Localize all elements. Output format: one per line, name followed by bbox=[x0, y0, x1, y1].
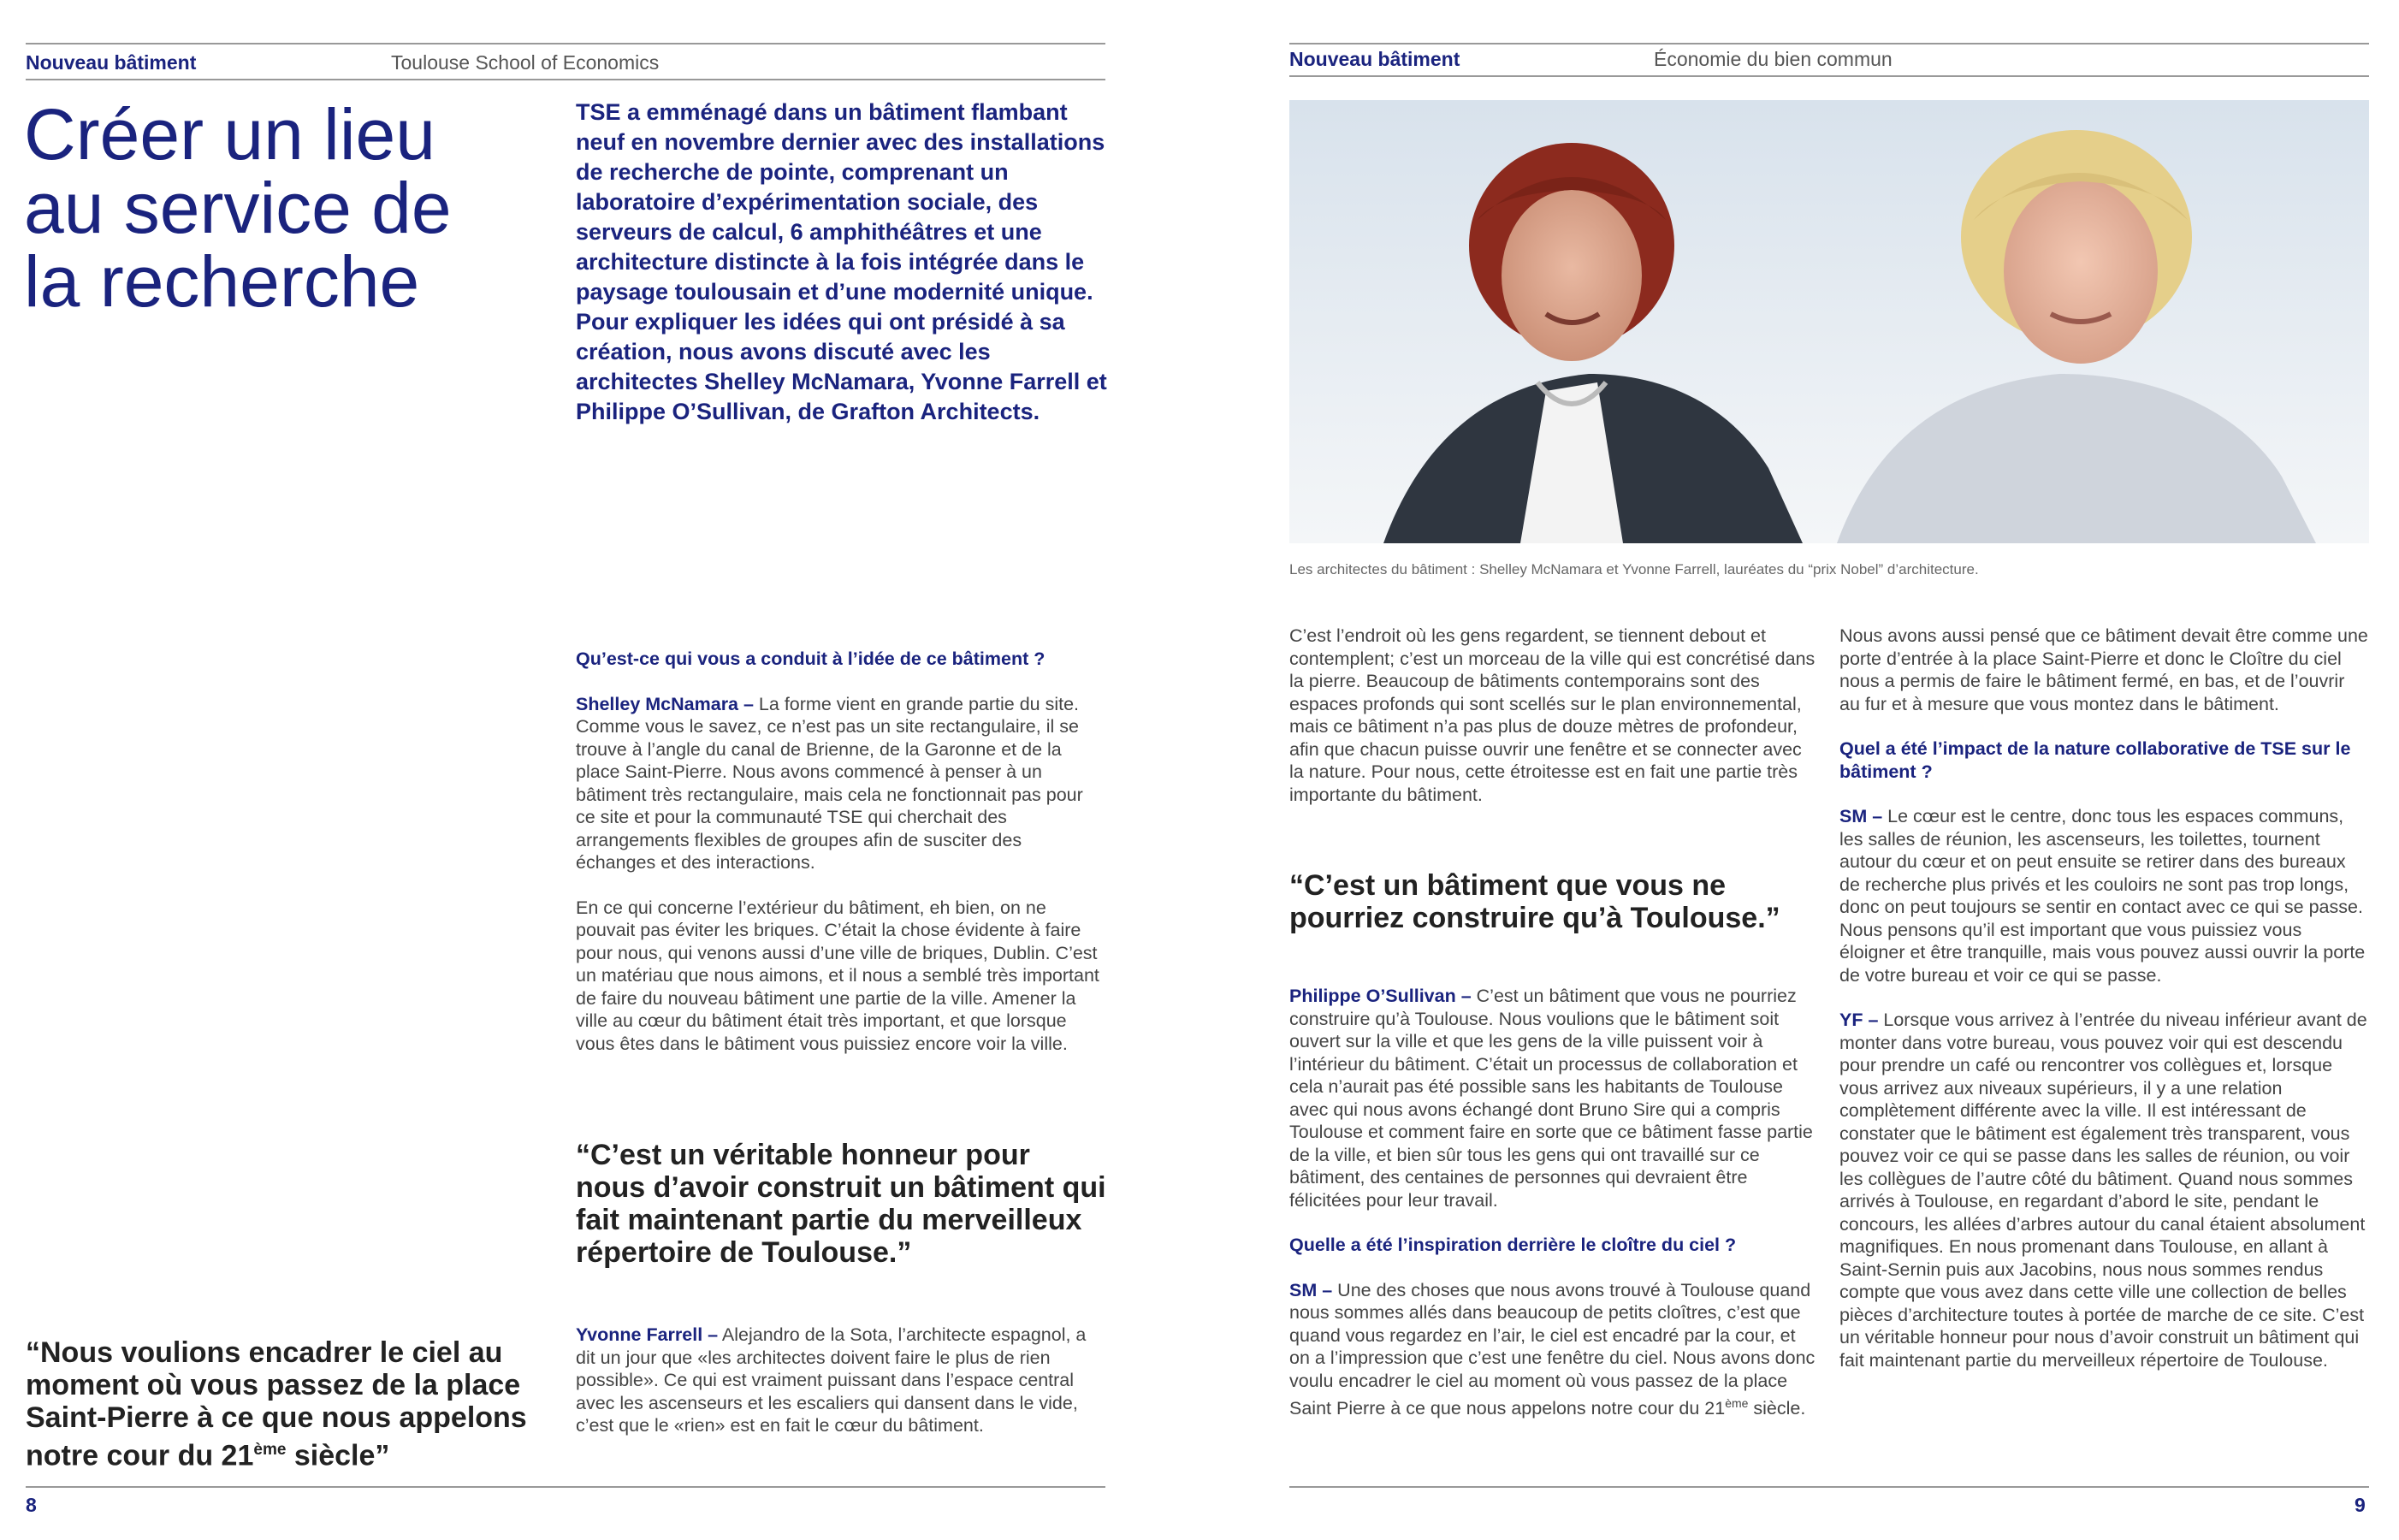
speaker-philippe: Philippe O’Sullivan – bbox=[1289, 986, 1472, 1006]
page-title bbox=[24, 94, 572, 322]
left-header-section: Nouveau bâtiment bbox=[26, 51, 197, 74]
left-header-publication: Toulouse School of Economics bbox=[391, 51, 660, 74]
photo-caption: Les architectes du bâtiment : Shelley McNamara et Yvonne Farrell, lauréates du “prix Nobel” d’architecture. bbox=[1289, 561, 1979, 578]
question-2: Quelle a été l’inspiration derrière le cloître du ciel ? bbox=[1289, 1235, 1737, 1255]
page-number-right: 9 bbox=[2355, 1494, 2366, 1516]
side-quote-sup: ème bbox=[253, 1441, 287, 1459]
right-column-2 bbox=[1839, 625, 2370, 1394]
architects-photo bbox=[1289, 100, 2369, 543]
speaker-yvonne: Yvonne Farrell – bbox=[576, 1324, 719, 1345]
answer-4-end: siècle. bbox=[1748, 1398, 1806, 1419]
pull-quote-left: “C’est un véritable honneur pour nous d’avoir construit un bâtiment qui fait maintenant partie du merveilleux répertoire de Toulouse.” bbox=[576, 1139, 1106, 1269]
left-header-rule-bottom bbox=[26, 79, 1105, 80]
title-line-2: au service de bbox=[24, 168, 452, 248]
question-1: Qu’est-ce qui vous a conduit à l’idée de ce bâtiment ? bbox=[576, 649, 1045, 669]
left-interview-column bbox=[576, 648, 1106, 1077]
answer-4-text: Une des choses que nous avons trouvé à Toulouse quand nous sommes allés dans beaucoup de petits cloîtres, c’est que quand vous regardez en l’air, le ciel est encadré par la cour, et on a l’impression que c’est une fenêtre du ciel. Nous avons donc voulu encadrer le ciel au moment où vous passez de la place Saint Pierre à ce que nous appelons notre cour du 21 bbox=[1289, 1279, 1816, 1419]
answer-1-text: La forme vient en grande partie du site. Comme vous le savez, ce n’est pas un site rectangulaire, il se trouve à l’angle du canal de Brienne, de la Garonne et de la place Saint-Pierre. Nous avons commencé à penser à un bâtiment très rectangulaire, mais cela ne fonctionnait pas pour ce site et pour la communauté TSE qui cherchait des arrangements flexibles de groupes afin de susciter des échanges et des interactions. bbox=[576, 693, 1083, 873]
side-quote-end: siècle” bbox=[286, 1439, 390, 1472]
answer-1 bbox=[576, 693, 1106, 874]
right-column-1-intro: C’est l’endroit où les gens regardent, se tiennent debout et contemplent; c’est un morceau de la ville qui est concrétisé dans la pierre. Beaucoup de bâtiments contemporains sont des espaces profonds qui sont scellés sur le plan environnemental, mais ce bâtiment n’a pas plus de douze mètres de profondeur, afin que chacun puisse ouvrir une fenêtre et se connecter avec la nature. Pour nous, cette étroitesse est en fait une partie très importante du bâtiment. bbox=[1289, 625, 1816, 805]
right-header-publication: Économie du bien commun bbox=[1654, 48, 1893, 70]
answer-6 bbox=[1839, 1009, 2370, 1371]
page-number-left: 8 bbox=[26, 1494, 37, 1516]
answer-2 bbox=[576, 1324, 1106, 1437]
right-header-section: Nouveau bâtiment bbox=[1289, 48, 1460, 70]
answer-4-sup: ème bbox=[1725, 1396, 1749, 1410]
title-line-3: la recherche bbox=[24, 241, 420, 322]
right-footer-rule bbox=[1289, 1486, 2369, 1488]
right-header-rule-top bbox=[1289, 43, 2369, 44]
architects-photo-image bbox=[1289, 100, 2369, 543]
speaker-yf: YF – bbox=[1839, 1010, 1879, 1030]
title-line-1: Créer un lieu bbox=[24, 94, 435, 175]
answer-5-text: Le cœur est le centre, donc tous les espaces communs, les salles de réunion, les ascenseurs, les toilettes, tournent autour du cœur et on peut ensuite se retirer dans des bureaux de recherche plus privés et les couloirs ne sont pas trop longs, donc on peut toujours se sentir en contact avec ce qui se passe. Nous pensons qu’il est important que vous puissiez vous éloigner et être tranquille, mais vous pouvez aussi ouvrir la porte de votre bureau et voir ce qui se passe. bbox=[1839, 806, 2366, 986]
right-column-1-interview bbox=[1289, 985, 1816, 1442]
left-header-rule-top bbox=[26, 43, 1105, 44]
speaker-sm-2: SM – bbox=[1839, 806, 1883, 826]
pull-quote-right: “C’est un bâtiment que vous ne pourriez construire qu’à Toulouse.” bbox=[1289, 869, 1780, 934]
col2-intro: Nous avons aussi pensé que ce bâtiment devait être comme une porte d’entrée à la place Saint-Pierre et donc le Cloître du ciel nous a permis de faire le bâtiment fermé, en bas, et de l’ouvrir au fur et à mesure que vous montez dans le bâtiment. bbox=[1839, 625, 2368, 714]
answer-6-text: Lorsque vous arrivez à l’entrée du niveau inférieur avant de monter dans votre bureau, vous pouvez voir qui est descendu pour prendre un café ou rencontrer vos collègues et, lorsque vous arrivez aux niveaux supérieurs, il y a une relation complètement différente avec la ville. Il est intéressant de constater que le bâtiment est également très transparent, vous pouvez voir ce qui se passe dans les salles de réunion, ou voir les collègues de l’autre côté du bâtiment. Quand nous sommes arrivés à Toulouse, en regardant d’abord le site, pendant le concours, les allées d’arbres autour du canal étaient absolument magnifiques. En nous promenant dans Toulouse, en allant à Saint-Sernin puis aux Jacobins, nous nous sommes rendus compte que vous avez dans cette ville une collection de belles pièces d’architecture toutes à portée de marche de ce site. C’est un véritable honneur pour nous d’avoir construit un bâtiment qui fait maintenant partie du merveilleux répertoire de Toulouse. bbox=[1839, 1010, 2367, 1371]
answer-1b: En ce qui concerne l’extérieur du bâtiment, eh bien, on ne pouvait pas éviter les briques. C’était la chose évidente à faire pour nous, qui venons aussi d’une ville de briques, Dublin. C’est un matériau que nous aimons, et il nous a semblé très important de faire du nouveau bâtiment une partie de la ville. Amener la ville au cœur du bâtiment était très important, et que lorsque vous êtes dans le bâtiment vous puissiez encore voir la ville. bbox=[576, 897, 1099, 1054]
side-quote bbox=[26, 1336, 556, 1472]
speaker-shelley: Shelley McNamara – bbox=[576, 693, 754, 714]
answer-4 bbox=[1289, 1279, 1816, 1420]
question-3: Quel a été l’impact de la nature collaborative de TSE sur le bâtiment ? bbox=[1839, 738, 2351, 782]
answer-5 bbox=[1839, 805, 2370, 986]
answer-3 bbox=[1289, 985, 1816, 1211]
answer-2-text: Alejandro de la Sota, l’architecte espagnol, a dit un jour que «les architectes doivent faire le plus de rien possible». Ce qui est vraiment puissant dans l’espace central avec les ascenseurs et les escaliers qui dansent dans le vide, c’est que le «rien» est en fait le cœur du bâtiment. bbox=[576, 1324, 1087, 1436]
right-header-rule-bottom bbox=[1289, 75, 2369, 77]
side-quote-text: “Nous voulions encadrer le ciel au moment où vous passez de la place Saint-Pierre à ce que nous appelons notre cour du 21 bbox=[26, 1336, 527, 1472]
answer-3-text: C’est un bâtiment que vous ne pourriez construire qu’à Toulouse. Nous voulions que le bâtiment soit ouvert sur la ville et que les gens de la ville puissent voir à l’intérieur du bâtiment. C’était un processus de collaboration et cela n’aurait pas été possible sans les habitants de Toulouse avec qui nous avons échangé dont Bruno Sire qui a compris Toulouse et comment faire en sorte que ce bâtiment fasse partie de la ville, et bien sûr tous les gens qui ont travaillé sur ce bâtiment, des centaines de personnes qui devraient être félicitées pour leur travail. bbox=[1289, 986, 1813, 1211]
left-footer-rule bbox=[26, 1486, 1105, 1488]
lead-paragraph: TSE a emménagé dans un bâtiment flambant neuf en novembre dernier avec des installations de recherche de pointe, comprenant un laboratoire d’expérimentation sociale, des serveurs de calcul, 6 amphithéâtres et une architecture distincte à la fois intégrée dans le paysage toulousain et d’une modernité unique. Pour expliquer les idées qui ont présidé à sa création, nous avons discuté avec les architectes Shelley McNamara, Yvonne Farrell et Philippe O’Sullivan, de Grafton Architects. bbox=[576, 99, 1107, 424]
speaker-sm-1: SM – bbox=[1289, 1279, 1333, 1300]
